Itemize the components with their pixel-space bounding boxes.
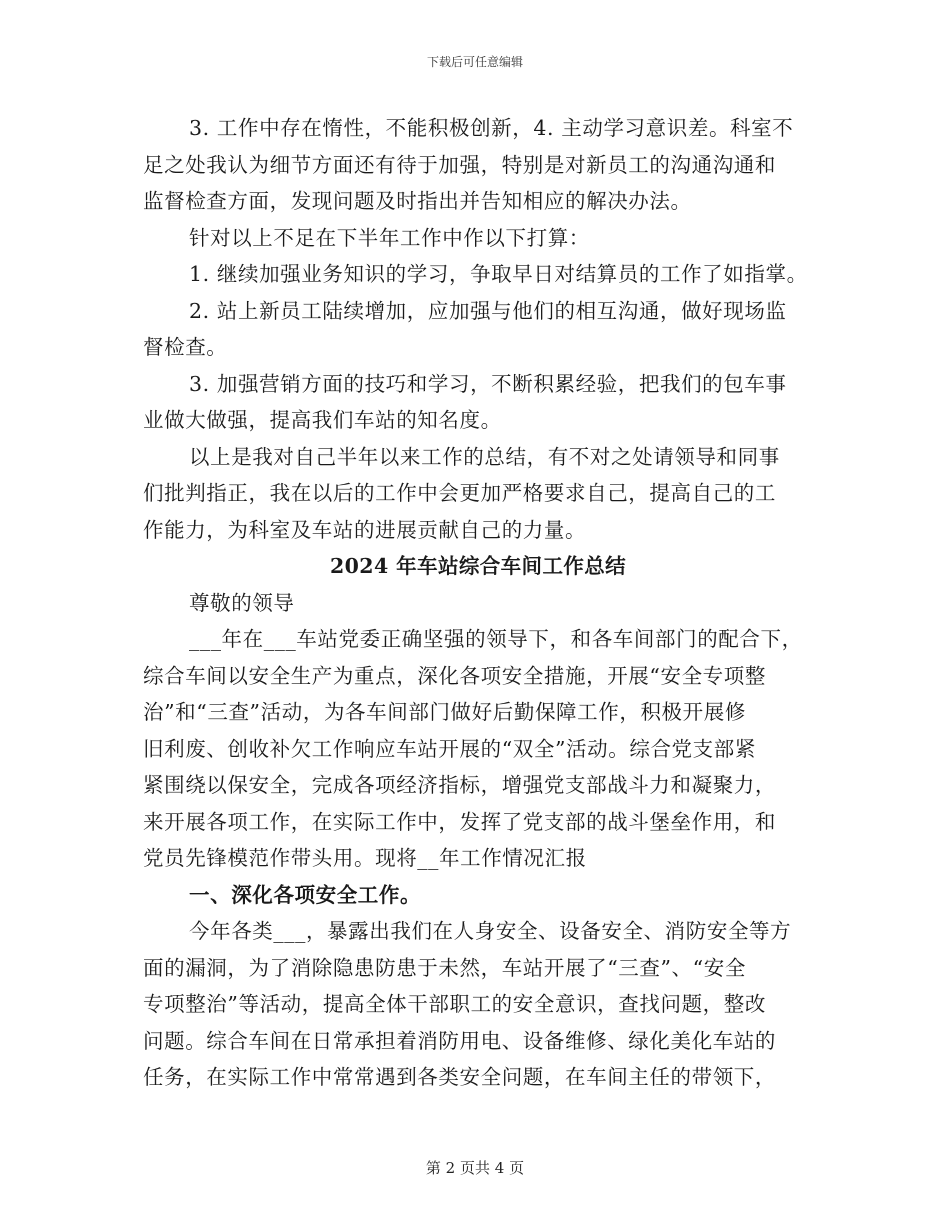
paragraph-line: 问题。综合车间在日常承担着消防用电、设备维修、绿化美化车站的 [143, 1028, 776, 1053]
list-item: 3. 加强营销方面的技巧和学习，不断积累经验，把我们的包车事 [189, 371, 787, 396]
section-heading: 一、深化各项安全工作。 [189, 882, 422, 907]
page-footer: 第 2 页共 4 页 [425, 1159, 525, 1177]
list-item-continuation: 督检查。 [143, 335, 228, 359]
paragraph-line: 紧围绕以保安全，完成各项经济指标，增强党支部战斗力和凝聚力， [143, 773, 776, 797]
paragraph-line: 以上是我对自己半年以来工作的总结，有不对之处请领导和同事 [189, 444, 780, 469]
document-body [143, 110, 813, 1096]
paragraph-line: 专项整治”等活动，提高全体干部职工的安全意识，查找问题，整改 [143, 992, 766, 1016]
paragraph-line: 面的漏洞，为了消除隐患防患于未然，车站开展了“三查”、“安全 [143, 955, 746, 980]
section-annual-summary [143, 585, 813, 1096]
paragraph-line: 党员先锋模范作带头用。现将__年工作情况汇报 [143, 846, 587, 870]
document-title: 2024 年车站综合车间工作总结 [329, 554, 627, 578]
section-summary-first-half [143, 110, 813, 548]
list-item: 2. 站上新员工陆续增加，应加强与他们的相互沟通，做好现场监 [189, 298, 787, 323]
paragraph-line: 作能力，为科室及车站的进展贡献自己的力量。 [143, 517, 587, 542]
list-item-continuation: 业做大做强，提高我们车站的知名度。 [143, 408, 502, 432]
paragraph-line: 综合车间以安全生产为重点，深化各项安全措施，开展“安全专项整 [143, 663, 766, 688]
paragraph-line: ___年在___车站党委正确坚强的领导下，和各车间部门的配合下， [189, 627, 803, 651]
paragraph-line: 旧利废、创收补欠工作响应车站开展的“双全”活动。综合党支部紧 [143, 736, 756, 761]
paragraph-line: 治”和“三查”活动，为各车间部门做好后勤保障工作，积极开展修 [143, 700, 746, 724]
page-header: 下载后可任意编辑 [426, 55, 523, 69]
paragraph-line: 今年各类___，暴露出我们在人身安全、设备安全、消防安全等方 [189, 919, 792, 943]
paragraph-line: 监督检查方面，发现问题及时指出并告知相应的解决办法。 [143, 189, 692, 213]
salutation: 尊敬的领导 [189, 590, 295, 615]
list-item: 1. 继续加强业务知识的学习，争取早日对结算员的工作了如指掌。 [189, 262, 808, 286]
paragraph-line: 任务，在实际工作中常常遇到各类安全问题，在车间主任的带领下， [143, 1065, 776, 1089]
paragraph-line: 来开展各项工作，在实际工作中，发挥了党支部的战斗堡垒作用，和 [143, 809, 776, 834]
paragraph-line: 们批判指正，我在以后的工作中会更加严格要求自己，提高自己的工 [143, 481, 776, 505]
paragraph-line: 足之处我认为细节方面还有待于加强，特别是对新员工的沟通沟通和 [143, 152, 776, 177]
paragraph-line: 3. 工作中存在惰性，不能积极创新，4. 主动学习意识差。科室不 [189, 116, 794, 140]
paragraph-line: 针对以上不足在下半年工作中作以下打算： [189, 225, 590, 250]
